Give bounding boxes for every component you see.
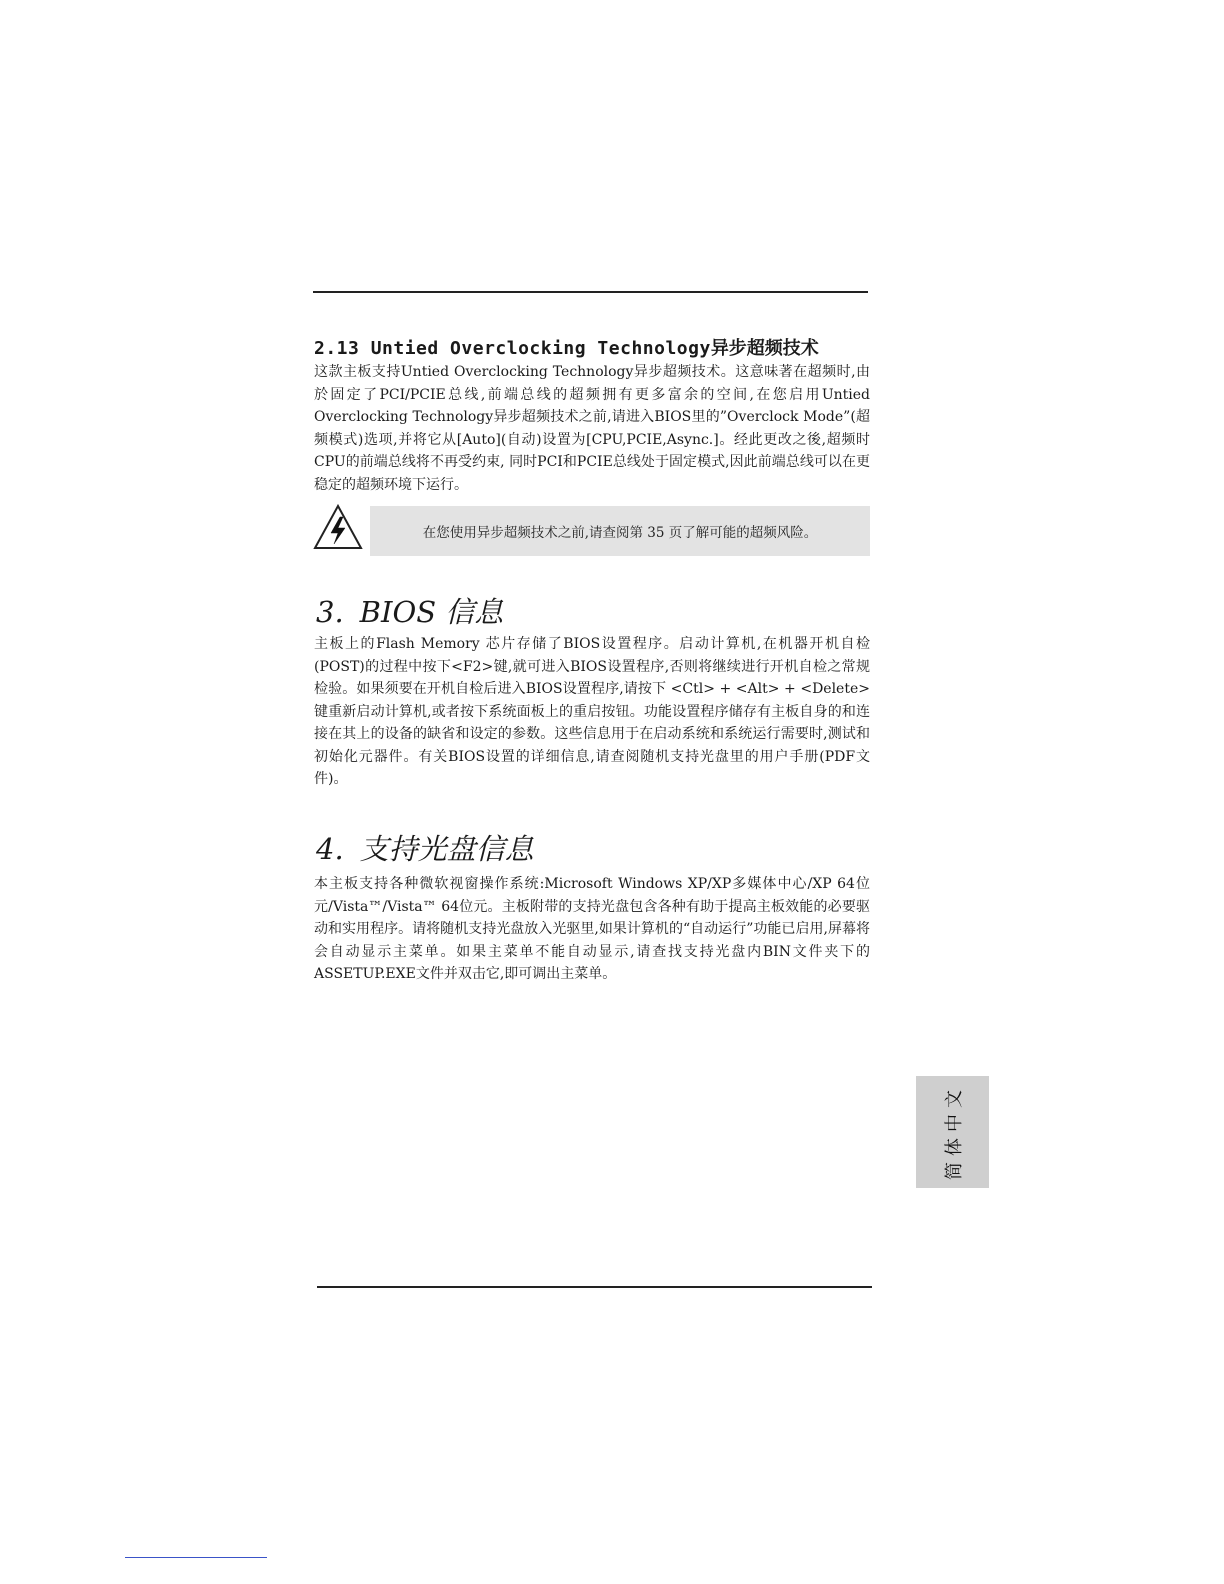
section-title-en: Untied Overclocking Technology — [359, 338, 711, 359]
section-title: BIOS 信息 — [359, 595, 504, 629]
section-cd-heading — [316, 827, 534, 868]
overclock-warning-note — [370, 506, 870, 556]
top-divider — [313, 291, 868, 293]
section-bios-body: 主板上的Flash Memory 芯片存储了BIOS设置程序。启动计算机,在机器开机自检(POST)的过程中按下<F2>键,就可进入BIOS设置程序,否则将继续进行开机自检之常规检验。如果须要在开机自检后进入BIOS设置程序,请按下 <Ctl> + <Alt> + <Delete>键重新启动计算机,或者按下系统面板上的重启按钮。功能设置程序储存有主板自身的和连接在其上的设备的缺省和设定的参数。这些信息用于在启动系统和系统运行需要时,测试和初始化元器件。有关BIOS设置的详细信息,请查阅随机支持光盘里的用户手册(PDF文件)。 — [314, 636, 870, 787]
language-label: 简体中文 — [943, 1084, 965, 1180]
section-bios-heading — [316, 590, 503, 631]
bottom-divider — [317, 1286, 872, 1288]
section-title-cn: 异步超频技术 — [710, 338, 819, 359]
language-side-tab — [916, 1076, 989, 1188]
warning-lightning-icon — [312, 503, 364, 551]
section-number: 3. — [316, 595, 344, 629]
note-text: 在您使用异步超频技术之前,请查阅第 35 页了解可能的超频风险。 — [422, 525, 818, 541]
footer-link-underline — [125, 1557, 267, 1558]
section-2-13-body: 这款主板支持Untied Overclocking Technology异步超频技术。这意味著在超频时,由於固定了PCI/PCIE总线,前端总线的超频拥有更多富余的空间,在您启用Untied Overclocking Technology异步超频技术之前,请进入BIOS里的”Overclock Mode”(超频模式)选项,并将它从[Auto](自动)设置为[CPU,PCIE,Async.]。经此更改之後,超频时CPU的前端总线将不再受约束, 同时PCI和PCIE总线处于固定模式,因此前端总线可以在更稳定的超频环境下运行。 — [314, 364, 870, 493]
section-cd-body: 本主板支持各种微软视窗操作系统:Microsoft Windows XP/XP多媒体中心/XP 64位元/Vista™/Vista™ 64位元。主板附带的支持光盘包含各种有助于提高主板效能的必要驱动和实用程序。请将随机支持光盘放入光驱里,如果计算机的“自动运行”功能已启用,屏幕将会自动显示主菜单。如果主菜单不能自动显示,请查找支持光盘内BIN文件夹下的ASSETUP.EXE文件并双击它,即可调出主菜单。 — [314, 876, 870, 982]
section-title: 支持光盘信息 — [359, 832, 534, 866]
section-number: 2.13 — [314, 338, 360, 359]
section-2-13-heading — [314, 334, 874, 360]
section-number: 4. — [316, 832, 344, 866]
